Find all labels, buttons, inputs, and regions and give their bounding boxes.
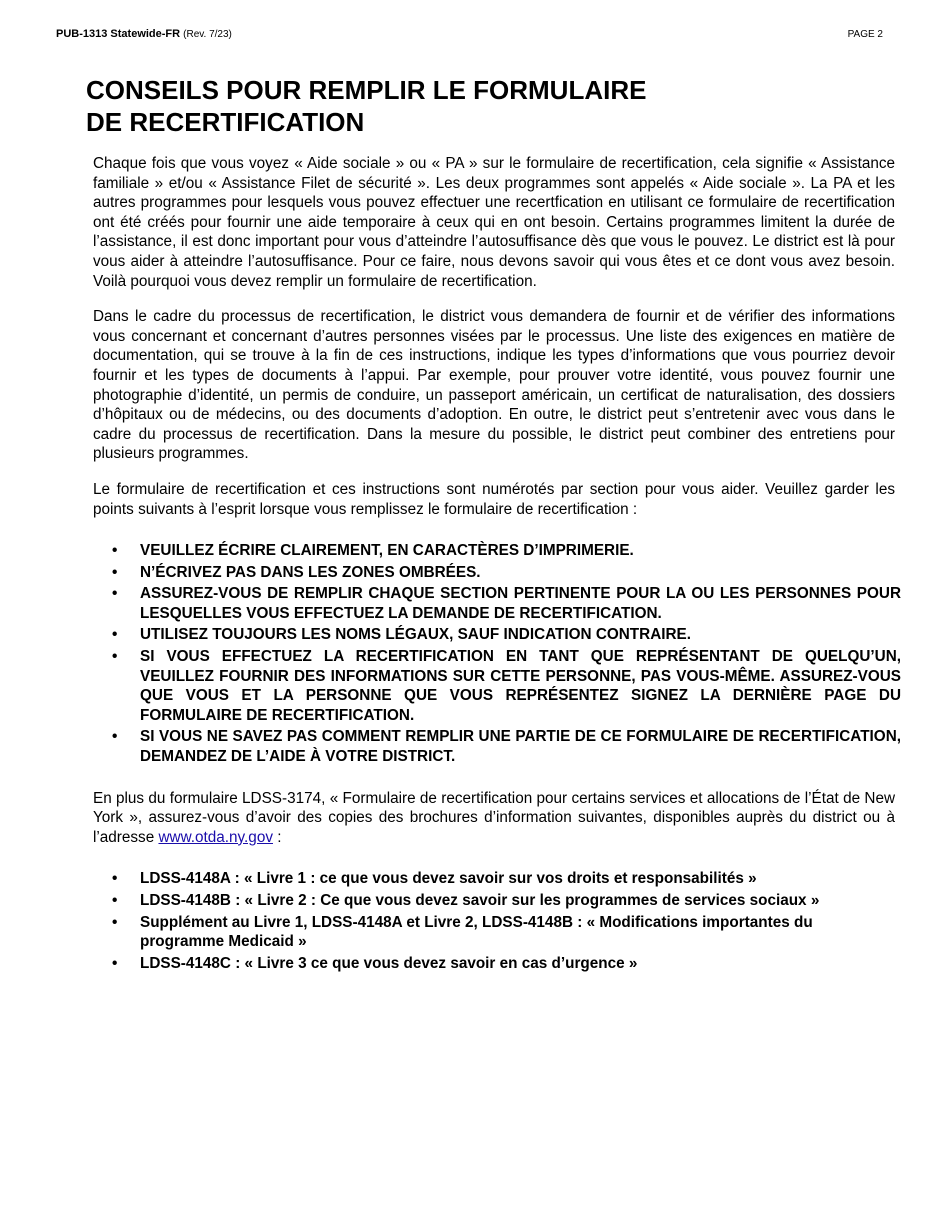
bullet-icon: • bbox=[112, 542, 118, 560]
bullet-icon: • bbox=[112, 913, 118, 931]
reminder-paragraph: Le formulaire de recertification et ces instructions sont numérotés par section pour vous aider. Veuillez garder les points suivants à l’esprit lorsque vous remplissez le formulaire de recertification : bbox=[93, 480, 895, 518]
page-title-line-1: CONSEILS POUR REMPLIR LE FORMULAIRE bbox=[86, 75, 647, 105]
list-item bbox=[93, 869, 901, 889]
list-item bbox=[93, 647, 901, 725]
main-content bbox=[93, 154, 901, 975]
instruction-text: SI VOUS NE SAVEZ PAS COMMENT REMPLIR UNE PARTIE DE CE FORMULAIRE DE RECERTIFICATION, DEMANDEZ DE L’AIDE À VOTRE DISTRICT. bbox=[140, 728, 901, 766]
brochure-intro-text: En plus du formulaire LDSS-3174, « Formulaire de recertification pour certains services et allocations de l’État de New York », assurez-vous d’avoir des copies des brochures d’information suivantes, disponibles auprès du district ou à l’adresse bbox=[93, 789, 895, 846]
revision-date: (Rev. 7/23) bbox=[183, 29, 232, 40]
instruction-text: N’ÉCRIVEZ PAS DANS LES ZONES OMBRÉES. bbox=[140, 563, 481, 581]
list-item bbox=[93, 891, 901, 911]
instruction-text: ASSUREZ-VOUS DE REMPLIR CHAQUE SECTION PERTINENTE POUR LA OU LES PERSONNES POUR LESQUELLES VOUS EFFECTUEZ LA DEMANDE DE RECERTIFICATION. bbox=[140, 585, 901, 622]
brochure-text: Supplément au Livre 1, LDSS-4148A et Livre 2, LDSS-4148B : « Modifications importantes du programme Medicaid » bbox=[140, 913, 813, 951]
brochure-text: LDSS-4148C : « Livre 3 ce que vous devez savoir en cas d’urgence » bbox=[140, 954, 638, 972]
bullet-icon: • bbox=[112, 563, 118, 581]
bullet-icon: • bbox=[112, 626, 118, 644]
list-item bbox=[93, 625, 901, 645]
page-title-line-2: DE RECERTIFICATION bbox=[86, 107, 365, 137]
instruction-text: VEUILLEZ ÉCRIRE CLAIREMENT, EN CARACTÈRES D’IMPRIMERIE. bbox=[140, 542, 634, 560]
brochure-text: LDSS-4148B : « Livre 2 : Ce que vous devez savoir sur les programmes de services sociaux » bbox=[140, 892, 820, 909]
instruction-list bbox=[93, 541, 901, 767]
list-item bbox=[93, 954, 901, 974]
bullet-icon: • bbox=[112, 954, 118, 972]
page-title bbox=[86, 74, 786, 138]
list-item bbox=[93, 913, 901, 952]
bullet-icon: • bbox=[112, 870, 118, 888]
document-header-id bbox=[56, 28, 232, 40]
instruction-text: SI VOUS EFFECTUEZ LA RECERTIFICATION EN TANT QUE REPRÉSENTANT DE QUELQU’UN, VEUILLEZ FOURNIR DES INFORMATIONS SUR CETTE PERSONNE, PAS VOUS-MÊME. ASSUREZ-VOUS QUE VOUS ET LA PERSONNE QUE VOUS REPRÉSENTEZ SIGNEZ LA DERNIÈRE PAGE DU FORMULAIRE DE RECERTIFICATION. bbox=[140, 648, 901, 724]
intro-paragraph: Chaque fois que vous voyez « Aide sociale » ou « PA » sur le formulaire de recertification, cela signifie « Assistance familiale » et/ou « Assistance Filet de sécurité ». Les deux programmes sont appelés « Aide sociale ». La PA et les autres programmes pour lesquels vous pouvez effectuer une recertfication en utilisant ce formulaire de recertification ont été créés pour fournir une aide temporaire à ceux qui en ont besoin. Certains programmes limitent la durée de l’assistance, il est donc important pour vous d’atteindre l’autosuffisance dès que vous le pouvez. Le district est là pour vous aider à atteindre l’autosuffisance. Pour ce faire, nous devons savoir qui vous êtes et ce dont vous avez besoin. Voilà pourquoi vous devez remplir un formulaire de recertification. bbox=[93, 155, 895, 290]
brochure-intro-suffix: : bbox=[272, 828, 282, 846]
list-item bbox=[93, 563, 901, 583]
process-paragraph: Dans le cadre du processus de recertification, le district vous demandera de fournir et de vérifier des informations vous concernant et concernant d’autres personnes visées par le processus. Une liste des exigences en matière de documentation, qui se trouve à la fin de ces instructions, indique les types d’informations que vous pourriez devoir fournir et les types de documents à l’appui. Par exemple, pour prouver votre identité, vous pouvez fournir une photographie d’identité, un permis de conduire, un passeport américain, un certificat de naturalisation, des dossiers d’hôpitaux ou de médecins, ou des documents d’adoption. En outre, le district peut s’entretenir avec vous dans le cadre du processus de recertification. Dans la mesure du possible, le district peut combiner des entretiens pour plusieurs programmes. bbox=[93, 308, 895, 463]
list-item bbox=[93, 584, 901, 623]
publication-id: PUB-1313 Statewide-FR bbox=[56, 28, 181, 40]
bullet-icon: • bbox=[112, 648, 118, 666]
bullet-icon: • bbox=[112, 892, 118, 909]
brochure-text: LDSS-4148A : « Livre 1 : ce que vous devez savoir sur vos droits et responsabilités » bbox=[140, 870, 757, 888]
list-item bbox=[93, 727, 901, 766]
otda-website-link[interactable]: www.otda.ny.gov bbox=[158, 828, 273, 846]
brochure-list bbox=[93, 869, 901, 973]
bullet-icon: • bbox=[112, 728, 118, 746]
bullet-icon: • bbox=[112, 585, 118, 603]
brochure-intro-paragraph bbox=[93, 789, 895, 848]
list-item bbox=[93, 541, 901, 561]
instruction-text: UTILISEZ TOUJOURS LES NOMS LÉGAUX, SAUF INDICATION CONTRAIRE. bbox=[140, 626, 691, 644]
page-number: PAGE 2 bbox=[847, 29, 883, 40]
